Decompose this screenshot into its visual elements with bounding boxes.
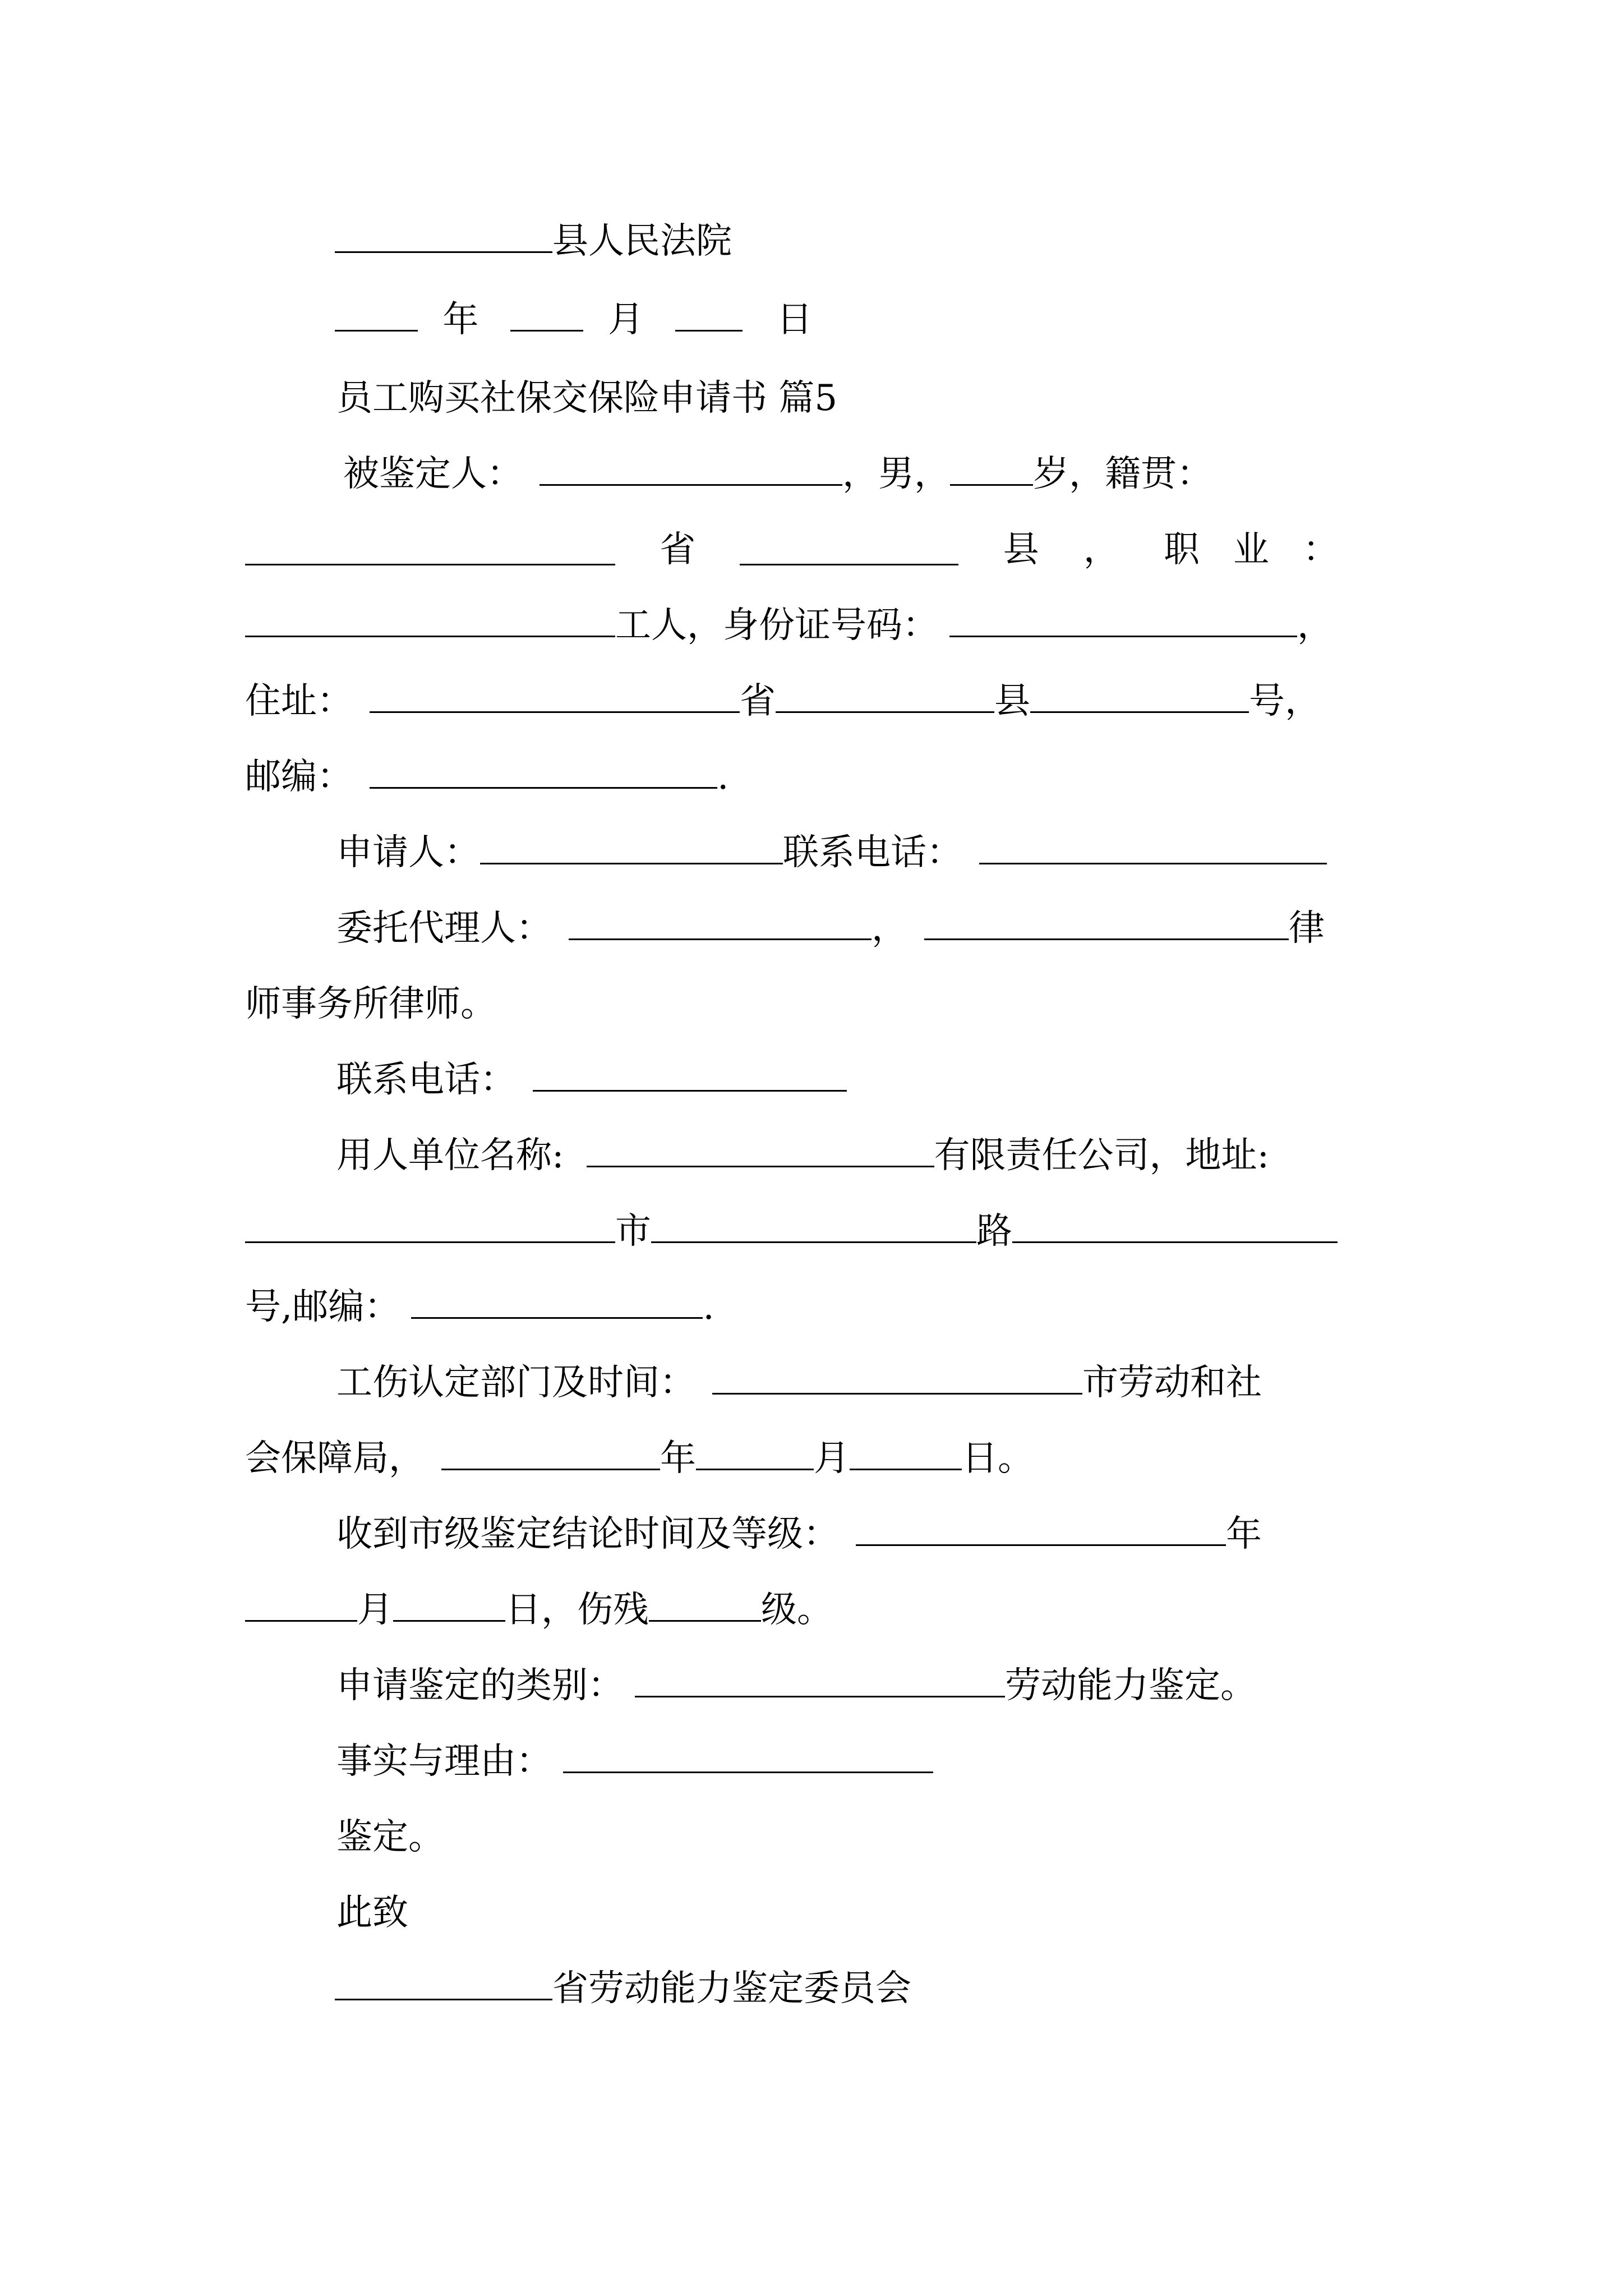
- employer-number-blank: [1012, 1209, 1338, 1243]
- origin-line: 省 县 ， 职业：: [245, 527, 1372, 572]
- age-blank: [950, 452, 1033, 486]
- law-firm-suffix: 师事务所律师。: [245, 983, 496, 1025]
- applicant-blank: [480, 830, 783, 864]
- id-line: 工人，身份证号码： ，: [245, 603, 1333, 648]
- person-line: 被鉴定人： ，男， 岁，籍贯：: [343, 452, 1212, 496]
- conclusion-day-blank: [393, 1588, 505, 1622]
- address-line: 住址： 省 县 号，: [245, 679, 1321, 724]
- origin-province-blank: [245, 531, 615, 565]
- committee-line: 省劳动能力鉴定委员会: [335, 1966, 911, 2011]
- injury-day-blank: [850, 1436, 962, 1470]
- injury-date-line: 会保障局， 年 月 日。: [245, 1436, 1034, 1481]
- employer-postcode-line: 号,邮编： .: [245, 1285, 714, 1329]
- court-line: [335, 219, 732, 264]
- date-month: 月: [608, 299, 644, 341]
- facts-blank: [563, 1739, 933, 1773]
- month-blank: [510, 297, 583, 332]
- conclusion-month-blank: [245, 1588, 357, 1622]
- conclusion-date-blank: [856, 1512, 1226, 1546]
- injury-city-blank: [712, 1360, 1082, 1395]
- category-blank: [635, 1663, 1005, 1697]
- employer-road-blank: [651, 1209, 976, 1243]
- facts-line: 事实与理由：: [336, 1739, 933, 1784]
- appraisal-text: 鉴定。: [336, 1816, 444, 1858]
- postcode-line: 邮编： .: [245, 754, 728, 799]
- conclusion-grade-line: 月 日，伤残 级。: [245, 1588, 833, 1632]
- court-suffix: 县人民法院: [552, 220, 732, 262]
- date-line: [335, 297, 813, 342]
- salutation: 此致: [336, 1892, 408, 1934]
- employer-address-line: 市 路: [245, 1209, 1338, 1254]
- employer-line: 用人单位名称: 有限责任公司，地址:: [336, 1133, 1269, 1178]
- day-blank: [675, 297, 743, 332]
- injury-line: 工伤认定部门及时间： 市劳动和社: [336, 1360, 1262, 1405]
- date-year: 年: [442, 299, 479, 341]
- category-line: 申请鉴定的类别： 劳动能力鉴定。: [336, 1663, 1256, 1708]
- employer-city-blank: [245, 1209, 615, 1243]
- agent-blank: [569, 906, 872, 940]
- year-blank: [335, 297, 418, 332]
- name-blank: [540, 452, 842, 486]
- injury-year-blank: [441, 1436, 660, 1470]
- committee-blank: [335, 1966, 552, 2000]
- date-day: 日: [776, 299, 813, 341]
- applicant-line: 申请人： 联系电话：: [336, 830, 1327, 875]
- section-title: 员工购买社保交保险申请书 篇5: [336, 378, 838, 419]
- agent-phone-blank: [533, 1057, 847, 1092]
- conclusion-line: 收到市级鉴定结论时间及等级： 年: [336, 1512, 1262, 1557]
- id-blank: [949, 603, 1297, 637]
- agent-phone-line: 联系电话：: [336, 1057, 847, 1102]
- applicant-phone-blank: [979, 830, 1327, 864]
- grade-blank: [649, 1588, 761, 1622]
- employer-blank: [587, 1133, 934, 1167]
- addr-county-blank: [776, 679, 994, 713]
- origin-county-blank: [740, 531, 958, 565]
- occupation-blank: [245, 603, 615, 637]
- addr-province-blank: [370, 679, 740, 713]
- employer-postcode-blank: [411, 1285, 703, 1319]
- court-blank: [335, 219, 552, 253]
- postcode-blank: [370, 754, 717, 789]
- addr-number-blank: [1030, 679, 1249, 713]
- agent-line: 委托代理人： ， 律: [336, 906, 1325, 951]
- injury-month-blank: [696, 1436, 814, 1470]
- law-firm-blank: [924, 906, 1289, 940]
